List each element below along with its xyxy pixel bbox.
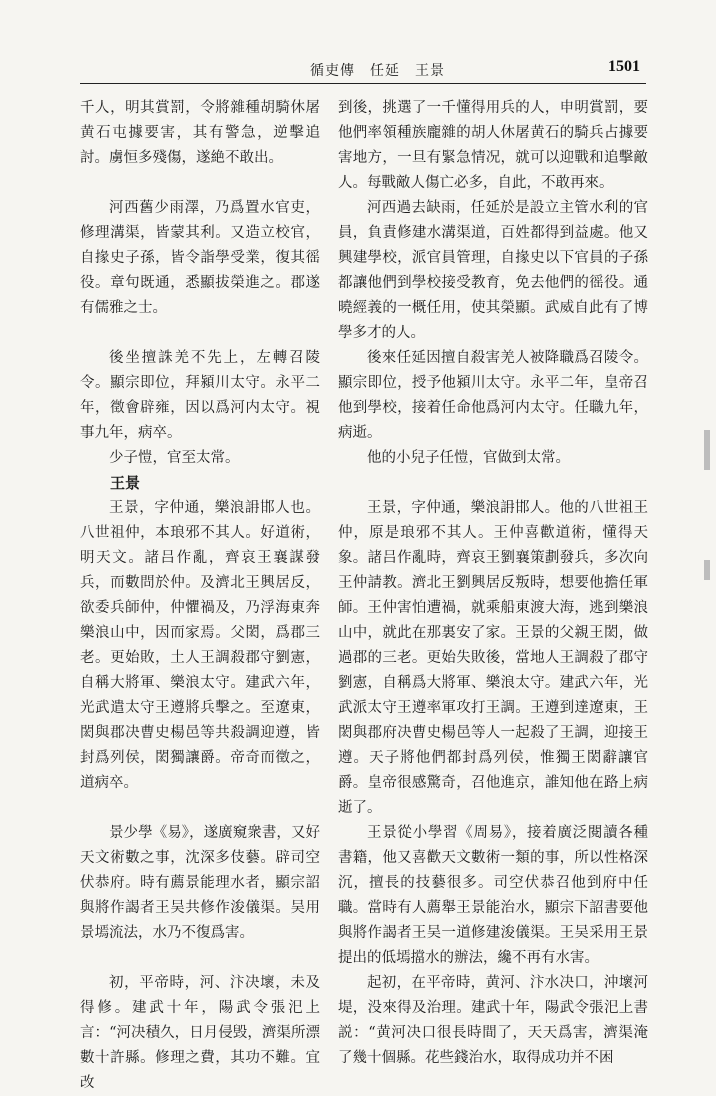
scan-edge-mark (704, 430, 710, 470)
translation-paragraph: 王景從小學習《周易》，接着廣泛閱讀各種書籍，他又喜歡天文數術一類的事，所以性格深沉，擅長的技藝很多。司空伏恭召他到府中任職。當時有人薦舉王景能治水，顯宗下詔書要他與將作謁者王吴一道修建浚儀渠。王吴采用王景提出的低墕擋水的辦法，纔不再有水害。 (338, 825, 648, 966)
classical-text-column (80, 96, 320, 1096)
running-title: 循吏傳 任延 王景 (310, 63, 445, 79)
classical-paragraph: 景少學《易》，遂廣窺衆書，又好天文術數之事，沈深多伎藝。辟司空伏恭府。時有薦景能理水者，顯宗詔與將作謁者王吴共修作浚儀渠。吴用景墕流法，水乃不復爲害。 (80, 825, 320, 941)
section-heading: 王景 (110, 474, 141, 492)
scan-edge-mark (704, 560, 710, 580)
page-number: 1501 (608, 58, 640, 75)
classical-paragraph: 少子愷，官至太常。 (109, 450, 240, 466)
translation-paragraph: 河西過去缺雨，任延於是設立主管水利的官員，負責修建水溝渠道，百姓都得到益處。他又興建學校，派官員管理，自掾史以下官員的子孫都讓他們到學校接受教育，免去他們的徭役。通曉經義的一概任用，使其榮顯。武威自此有了博學多才的人。 (338, 200, 648, 341)
translation-paragraph: 起初，在平帝時，黄河、汴水决口，沖壞河堤，没來得及治理。建武十年，陽武令張汜上書説：“黄河决口很長時間了，天天爲害，濟渠淹了幾十個縣。花些錢治水，取得成功并不困 (338, 975, 648, 1066)
classical-paragraph: 後坐擅誅羌不先上，左轉召陵令。顯宗即位，拜潁川太守。永平二年，徵會辟雍，因以爲河内太守。視事九年，病卒。 (80, 350, 320, 441)
classical-paragraph: 千人，明其賞罰，令將雜種胡騎休屠黄石屯據要害，其有警急，逆擊追討。虜恒多殘傷，遂絶不敢出。 (80, 100, 320, 166)
classical-paragraph: 王景，字仲通，樂浪䛁邯人也。八世祖仲，本琅邪不其人。好道術，明天文。諸吕作亂，齊哀王襄謀發兵，而數問於仲。及濟北王興居反，欲委兵師仲，仲懼禍及，乃浮海東奔樂浪山中，因而家焉。父閎，爲郡三老。更始敗，土人王調殺郡守劉憲，自稱大將軍、樂浪太守。建武六年，光武遣太守王遵將兵擊之。至遼東，閎與郡决曹史楊邑等共殺調迎遵，皆封爲列侯，閎獨讓爵。帝奇而徵之，道病卒。 (80, 500, 320, 791)
translation-paragraph: 到後，挑選了一千懂得用兵的人，申明賞罰，要他們率領種族龐雜的胡人休屠黄石的騎兵占據要害地方，一旦有緊急情况，就可以迎戰和追擊敵人。每戰敵人傷亡必多，自此，不敢再來。 (338, 100, 648, 191)
translation-paragraph: 他的小兒子任愷，官做到太常。 (367, 450, 570, 466)
header-rule (80, 83, 646, 84)
translation-text-column (338, 96, 648, 1071)
classical-paragraph: 河西舊少雨澤，乃爲置水官吏，修理溝渠，皆蒙其利。又造立校官，自掾史子孫，皆令詣學受業，復其徭役。章句既通，悉顯拔榮進之。郡遂有儒雅之士。 (80, 200, 320, 316)
classical-paragraph: 初，平帝時，河、汴决壞，未及得修。建武十年，陽武令張汜上言：“河决積久，日月侵毁，濟渠所漂數十許縣。修理之費，其功不難。宜改 (80, 975, 320, 1091)
running-header (80, 58, 646, 84)
translation-paragraph: 後來任延因擅自殺害羌人被降職爲召陵令。顯宗即位，授予他潁川太守。永平二年，皇帝召他到學校，接着任命他爲河内太守。任職九年，病逝。 (338, 350, 648, 441)
translation-paragraph: 王景，字仲通，樂浪䛁邯人。他的八世祖王仲，原是琅邪不其人。王仲喜歡道術，懂得天象。諸吕作亂時，齊哀王劉襄策劃發兵，多次向王仲請教。濟北王劉興居反叛時，想要他擔任軍師。王仲害怕遭禍，就乘船東渡大海，逃到樂浪山中，就此在那裏安了家。王景的父親王閎，做過郡的三老。更始失敗後，當地人王調殺了郡守劉憲，自稱爲大將軍、樂浪太守。建武六年，光武派太守王遵率軍攻打王調。王遵到達遼東，王閎與郡府决曹史楊邑等人一起殺了王調，迎接王遵。天子將他們都封爲列侯，惟獨王閎辭讓官爵。皇帝很感驚奇，召他進京，誰知他在路上病逝了。 (338, 500, 648, 816)
